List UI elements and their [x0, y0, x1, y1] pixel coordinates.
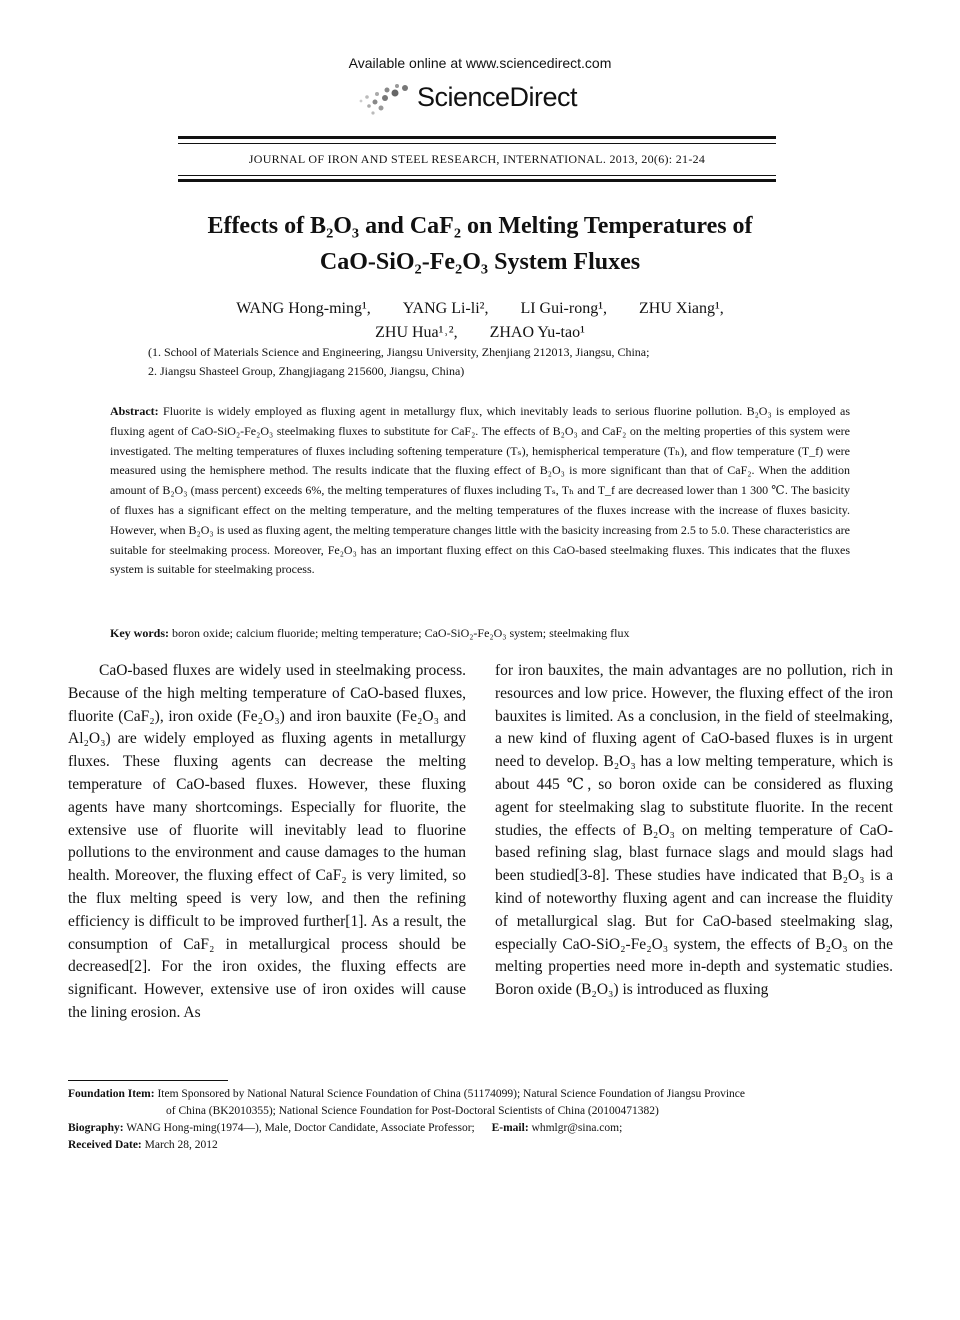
body-column-left	[68, 660, 466, 1025]
author: LI Gui-rong¹,	[520, 300, 608, 317]
received-label: Received Date:	[68, 1139, 142, 1151]
author: ZHAO Yu-tao¹	[489, 324, 585, 341]
footnote-rule	[68, 1080, 228, 1081]
author: ZHU Hua¹˒²,	[375, 324, 458, 341]
sciencedirect-dots-icon	[355, 82, 413, 118]
footnote-biography	[68, 1120, 898, 1137]
body-paragraph: for iron bauxites, the main advantages are no pollution, rich in resources and low price. However, the fluxing effect of the iron bauxites is limited. As a conclusion, in the field of steelmaking, a new kind of fluxing agent of CaO-based fluxes is in urgent need to develop. B₂O₃ has a low melting temperature, which is about 445 ℃, so boron oxide can be considered as fluxing agent for steelmaking slag to substitute fluorite. In the recent studies, the effects of B₂O₃ on melting temperature of CaO-based refining slag, blast furnace slags and mould slags had been studied[3-8]. These studies have indicated that B₂O₃ is a kind of noteworthy fluxing agent and can increase the fluidity of metallurgical slag. But for CaO-based steelmaking slag, especially CaO-SiO₂-Fe₂O₃ system, the effects of B₂O₃ on the melting properties need more in-depth and systematic studies. Boron oxide (B₂O₃) is introduced as fluxing	[495, 662, 893, 999]
paper-title-line-1: Effects of B₂O₃ and CaF₂ on Melting Temperatures of	[207, 213, 753, 239]
keywords	[110, 624, 850, 642]
paper-title-line-2: CaO-SiO₂-Fe₂O₃ System Fluxes	[319, 249, 641, 275]
biography-text: WANG Hong-ming(1974—), Male, Doctor Candidate, Associate Professor;	[126, 1122, 475, 1134]
footnote-foundation-cont: of China (BK2010355); National Science Foundation for Post-Doctoral Scientists of China (20100471382)	[166, 1105, 659, 1117]
body-column-right	[495, 660, 893, 1002]
keywords-text: boron oxide; calcium fluoride; melting temperature; CaO-SiO₂-Fe₂O₃ system; steelmaking flux	[172, 626, 630, 640]
author: ZHU Xiang¹,	[639, 300, 724, 317]
body-paragraph: CaO-based fluxes are widely used in steelmaking process. Because of the high melting temperature of CaO-based fluxes, fluorite (CaF₂), iron oxide (Fe₂O₃) and iron bauxite (Fe₂O₃ and Al₂O₃) are widely employed as fluxing agents in metallurgy fluxes. These fluxing agents can decrease the melting temperature of CaO-based fluxes. However, these fluxing agents have many shortcomings. Especially for fluorite, the extensive use of fluorite will inevitably lead to fluorine pollutions to the environment and cause damages to the human health. Moreover, the fluxing effect of CaF₂ is very limited, so the flux melting speed is very low, and then the refining efficiency is difficult to be improved further[1]. As a result, the consumption of CaF₂ in metallurgical process should be decreased[2]. For the iron oxides, the fluxing effects are significant. However, extensive use of iron oxides will cause the lining erosion. As	[68, 662, 466, 1021]
header-rule-bottom	[178, 179, 776, 182]
keywords-label: Key words:	[110, 626, 169, 640]
author-row-1	[120, 297, 840, 321]
foundation-label: Foundation Item:	[68, 1088, 155, 1100]
paper-title	[100, 208, 860, 280]
author: WANG Hong-ming¹,	[236, 300, 371, 317]
affiliation-2: 2. Jiangsu Shasteel Group, Zhangjiagang 215600, Jiangsu, China)	[148, 364, 465, 378]
journal-citation: JOURNAL OF IRON AND STEEL RESEARCH, INTERNATIONAL. 2013, 20(6): 21-24	[248, 152, 706, 166]
sciencedirect-logo	[355, 80, 615, 120]
footnote-foundation	[68, 1086, 898, 1103]
abstract-text: Fluorite is widely employed as fluxing agent in metallurgy flux, which inevitably leads to serious fluorine pollution. B₂O₃ is employed as fluxing agent of CaO-SiO₂-Fe₂O₃ steelmaking fluxes to substitute for CaF₂. The effects of B₂O₃ and CaF₂ on the melting properties of this system were investigated. The melting temperatures of fluxes including softening temperature (Tₛ), hemispherical temperature (Tₕ), and flow temperature (T_f) were measured using the hemisphere method. The results indicate that the fluxing effect of B₂O₃ is more significant than that of CaF₂. When the addition amount of B₂O₃ (mass percent) exceeds 6%, the melting temperatures of fluxes including Tₛ, Tₕ and T_f are decreased lower than 1 300 ℃. The basicity of fluxes has a significant effect on the melting temperature, and the melting temperatures of the fluxes increase with the increase of fluxes basicity. However, when B₂O₃ is used as fluxing agent, the melting temperature changes little with the basicity increasing from 2.5 to 5.0. These characteristics are suitable for steelmaking process. Moreover, Fe₂O₃ has an important fluxing effect on this CaO-based steelmaking fluxes. This indicates that the fluxes system is suitable for steelmaking process.	[110, 404, 851, 577]
affiliation-1: (1. School of Materials Science and Engineering, Jiangsu University, Zhenjiang 212013, Jiangsu, China;	[148, 345, 650, 359]
received-text: March 28, 2012	[144, 1139, 218, 1151]
author-list	[120, 297, 840, 345]
foundation-text: Item Sponsored by National Natural Science Foundation of China (51174099); Natural Science Foundation of Jiangsu Province	[157, 1088, 746, 1100]
header-rule-top	[178, 136, 776, 139]
biography-label: Biography:	[68, 1122, 124, 1134]
author-row-2	[120, 321, 840, 345]
availability-note: Available online at www.sciencedirect.com	[348, 55, 612, 71]
brand-name: ScienceDirect	[417, 82, 578, 112]
header-rule-bottom-thin	[178, 175, 776, 176]
footnote-received	[68, 1137, 898, 1154]
abstract-label: Abstract:	[110, 404, 159, 418]
header-rule-top-thin	[178, 143, 776, 144]
abstract	[110, 402, 850, 580]
email-label: E-mail:	[491, 1122, 529, 1134]
email-text: whmlgr@sina.com;	[531, 1122, 623, 1134]
author: YANG Li-li²,	[402, 300, 489, 317]
